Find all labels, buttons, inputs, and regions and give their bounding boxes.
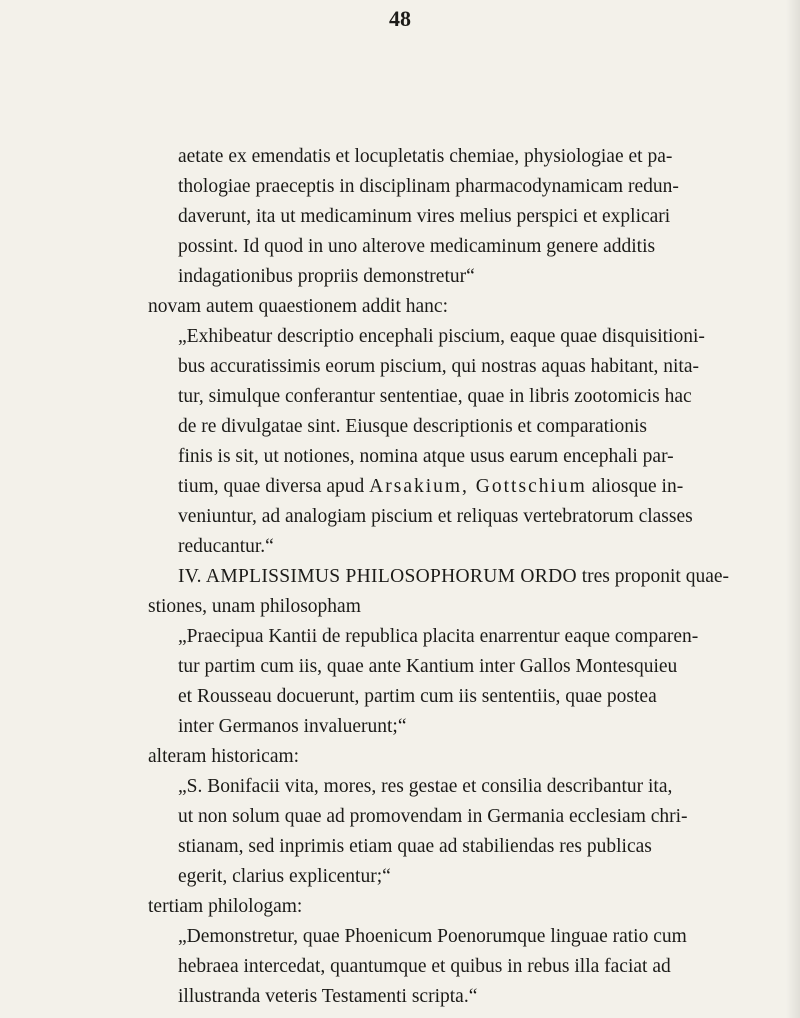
text-line: de re divulgatae sint. Eiusque descriptionis et comparationis xyxy=(178,416,647,437)
text-line: daverunt, ita ut medicaminum vires melius perspici et explicari xyxy=(178,206,671,227)
text-line: illustranda veteris Testamenti scripta.“ xyxy=(178,986,478,1007)
text-line: finis is sit, ut notiones, nomina atque usus earum encephali par- xyxy=(178,446,674,467)
text-line: hebraea intercedat, quantumque et quibus in rebus illa faciat ad xyxy=(178,956,671,977)
text-line: possint. Id quod in uno alterove medicaminum genere additis xyxy=(178,236,656,257)
text-line: stianam, sed inprimis etiam quae ad stabiliendas res publicas xyxy=(178,836,652,857)
text-line: aetate ex emendatis et locupletatis chemiae, physiologiae et pa- xyxy=(178,146,673,167)
text-line: „Exhibeatur descriptio encephali piscium, eaque quae disquisitioni- xyxy=(178,326,705,347)
text-line: egerit, clarius explicentur;“ xyxy=(178,866,391,887)
text-line: ut non solum quae ad promovendam in Germania ecclesiam chri- xyxy=(178,806,688,827)
text-line: tertiam philologam: xyxy=(148,896,303,917)
text-segment: tres proponit quae- xyxy=(576,566,730,587)
text-line: inter Germanos invaluerunt;“ xyxy=(178,716,407,737)
text-line: novam autem quaestionem addit hanc: xyxy=(148,296,448,317)
text-line: „Demonstretur, quae Phoenicum Poenorumque linguae ratio cum xyxy=(178,926,687,947)
text-line: bus accuratissimis eorum piscium, qui nostras aquas habitant, nita- xyxy=(178,356,699,377)
text-segment: tium, quae diversa apud xyxy=(178,476,370,497)
text-line: indagationibus propriis demonstretur“ xyxy=(178,266,475,287)
text-segment: aliosque in- xyxy=(586,476,684,497)
text-line: thologiae praeceptis in disciplinam pharmacodynamicam redun- xyxy=(178,176,679,197)
section-heading-line xyxy=(178,564,729,590)
text-line: veniuntur, ad analogiam piscium et reliquas vertebratorum classes xyxy=(178,506,693,527)
text-line: tur, simulque conferantur sententiae, quae in libris zootomicis hac xyxy=(178,386,692,407)
text-line: „Praecipua Kantii de republica placita enarrentur eaque comparen- xyxy=(178,626,699,647)
page-number: 48 xyxy=(389,6,411,31)
text-line: reducantur.“ xyxy=(178,536,274,557)
text-line: tur partim cum iis, quae ante Kantium inter Gallos Montesquieu xyxy=(178,656,678,677)
section-heading: IV. AMPLISSIMUS PHILOSOPHORUM ORDO xyxy=(178,566,577,587)
text-line: stiones, unam philosopham xyxy=(148,596,361,617)
text-line: et Rousseau docuerunt, partim cum iis sententiis, quae postea xyxy=(178,686,657,707)
text-line: „S. Bonifacii vita, mores, res gestae et consilia describantur ita, xyxy=(178,776,673,797)
page-edge-shadow xyxy=(786,0,800,1018)
text-line xyxy=(178,474,683,500)
text-line: alteram historicam: xyxy=(148,746,300,767)
author-names: Arsakium, Gottschium xyxy=(369,476,587,497)
